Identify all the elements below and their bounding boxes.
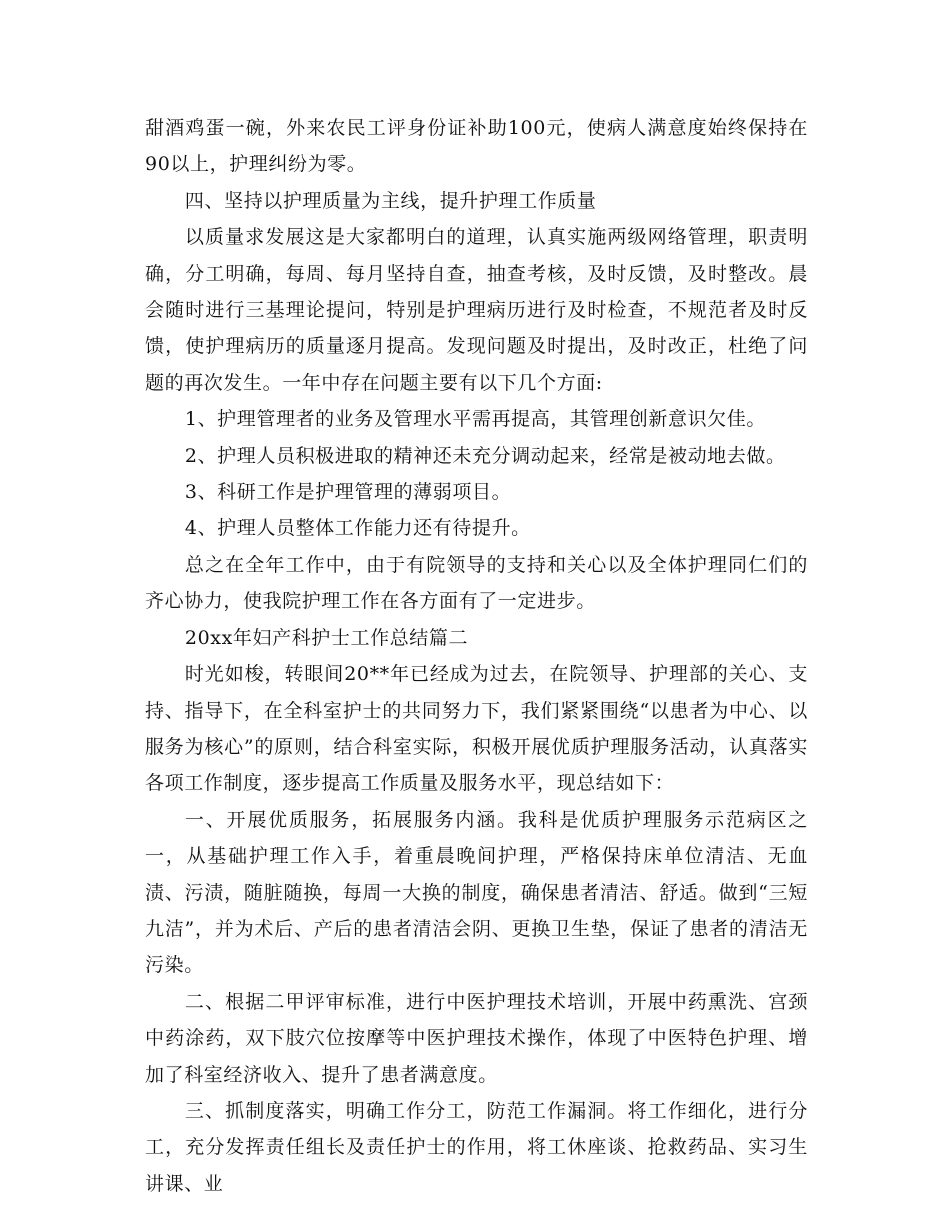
paragraph-quality: 以质量求发展这是大家都明白的道理，认真实施两级网络管理，职责明确，分工明确，每周、每月坚持自查，抽查考核，及时反馈，及时整改。晨会随时进行三基理论提问，特别是护理病历进行及时检查，不规范者及时反馈，使护理病历的质量逐月提高。发现问题及时提出，及时改正，杜绝了问题的再次发生。一年中存在问题主要有以下几个方面: (145, 226, 808, 394)
section-3: 三、抓制度落实，明确工作分工，防范工作漏洞。将工作细化，进行分工，充分发挥责任组长及责任护士的作用，将工休座谈、抢救药品、实习生讲课、业 (145, 1099, 808, 1195)
section-2: 二、根据二甲评审标准，进行中医护理技术培训，开展中药熏洗、宫颈中药涂药，双下肢穴位按摩等中医护理技术操作，体现了中医特色护理、增加了科室经济收入、提升了患者满意度。 (145, 990, 808, 1086)
document-body (145, 110, 808, 1202)
list-item-4: 4、护理人员整体工作能力还有待提升。 (184, 517, 531, 540)
paragraph-summary: 总之在全年工作中，由于有院领导的支持和关心以及全体护理同仁们的齐心协力，使我院护理工作在各方面有了一定进步。 (145, 553, 808, 613)
paragraph-intro: 时光如梭，转眼间20**年已经成为过去，在院领导、护理部的关心、支持、指导下，在全科室护士的共同努力下，我们紧紧围绕“以患者为中心、以服务为核心”的原则，结合科室实际，积极开展优质护理服务活动，认真落实各项工作制度，逐步提高工作质量及服务水平，现总结如下： (145, 663, 808, 795)
section-1: 一、开展优质服务，拓展服务内涵。我科是优质护理服务示范病区之一，从基础护理工作入手，着重晨晚间护理，严格保持床单位清洁、无血渍、污渍，随脏随换，每周一大换的制度，确保患者清洁、舒适。做到“三短九洁”，并为术后、产后的患者清洁会阴、更换卫生垫，保证了患者的清洁无污染。 (145, 808, 808, 977)
list-item-3: 3、科研工作是护理管理的薄弱项目。 (184, 481, 512, 504)
list-item-2: 2、护理人员积极进取的精神还未充分调动起来，经常是被动地去做。 (184, 444, 786, 467)
article-title-part-2: 20xx年妇产科护士工作总结篇二 (184, 626, 469, 649)
list-item-1: 1、护理管理者的业务及管理水平需再提高，其管理创新意识欠佳。 (184, 408, 766, 431)
paragraph-continuation: 甜酒鸡蛋一碗，外来农民工评身份证补助100元，使病人满意度始终保持在90以上，护理纠纷为零。 (145, 117, 808, 176)
section-heading-4: 四、坚持以护理质量为主线，提升护理工作质量 (184, 189, 597, 212)
